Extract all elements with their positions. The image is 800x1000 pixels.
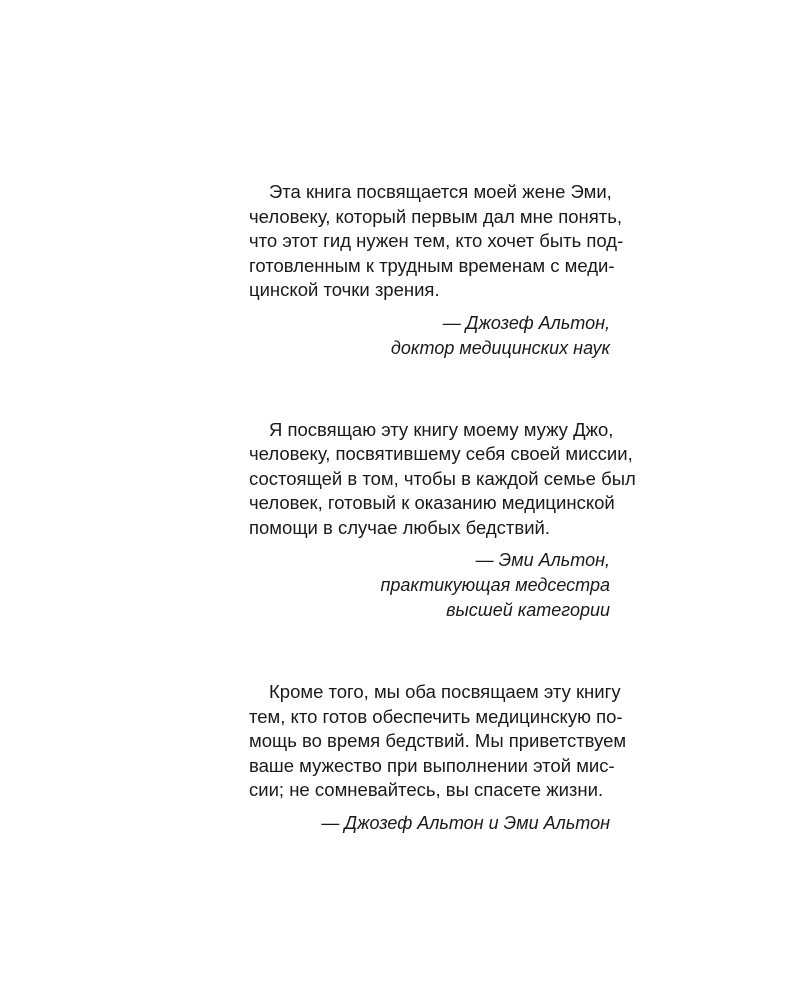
dedication-text-line: тем, кто готов обеспечить медицинскую по- <box>249 705 623 727</box>
signature <box>249 548 610 623</box>
signature <box>249 811 610 836</box>
dedication-joseph <box>249 180 624 361</box>
dedication-text-line: ваше мужество при выполнении этой мис- <box>249 754 615 776</box>
signature-line: практикующая медсестра <box>380 575 610 595</box>
dedication-amy <box>249 418 636 624</box>
dedication-text-line: что этот гид нужен тем, кто хочет быть под- <box>249 230 624 251</box>
signature-line: высшей категории <box>446 600 610 620</box>
dedication-text-line: Эта книга посвящается моей жене Эми, <box>269 181 612 202</box>
signature-line: — Эми Альтон, <box>475 550 610 570</box>
signature <box>249 311 610 361</box>
dedication-text-line: человеку, который первым дал мне понять, <box>249 205 623 227</box>
dedication-text-line: готовленным к трудным временам с меди- <box>249 254 615 276</box>
signature-line: — Джозеф Альтон и Эми Альтон <box>321 812 610 833</box>
dedication-text-line: Кроме того, мы оба посвящаем эту книгу <box>269 681 621 702</box>
dedication-text-line: помощи в случае любых бедствий. <box>249 516 551 538</box>
dedication-page <box>249 180 636 836</box>
dedication-text-line: Я посвящаю эту книгу моему мужу Джо, <box>269 418 614 440</box>
signature-line: доктор медицинских наук <box>390 337 610 358</box>
dedication-text-line: человеку, посвятившему себя своей миссии, <box>249 443 633 464</box>
signature-line: — Джозеф Альтон, <box>442 312 610 333</box>
dedication-joint <box>249 680 627 836</box>
dedication-text-line: мощь во время бедствий. Мы приветствуем <box>249 730 627 751</box>
dedication-text-line: человек, готовый к оказанию медицинской <box>249 492 615 513</box>
dedication-text-line: состоящей в том, чтобы в каждой семье был <box>249 467 636 489</box>
dedication-text-line: цинской точки зрения. <box>249 279 440 300</box>
dedication-text-line: сии; не сомневайтесь, вы спасете жизни. <box>249 779 604 800</box>
